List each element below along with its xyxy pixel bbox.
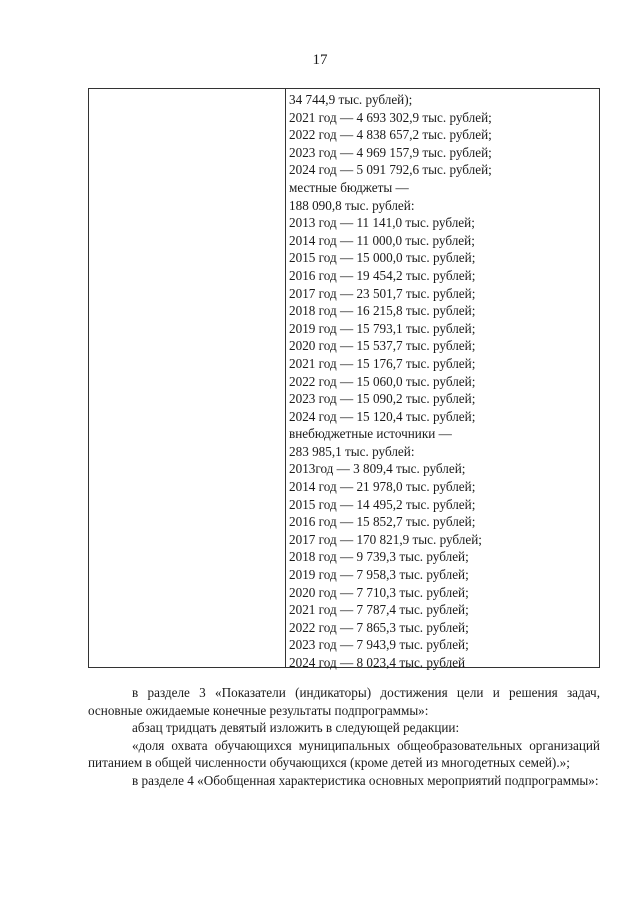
funding-line: 2024 год — 5 091 792,6 тыс. рублей;: [289, 162, 492, 178]
funding-line: 2014 год — 21 978,0 тыс. рублей;: [289, 479, 476, 495]
funding-line: 2015 год — 14 495,2 тыс. рублей;: [289, 496, 476, 512]
funding-line: 2022 год — 7 865,3 тыс. рублей;: [289, 619, 469, 635]
funding-line: 2020 год — 15 537,7 тыс. рублей;: [289, 338, 476, 354]
body-text: [88, 684, 600, 790]
funding-line: 2022 год — 15 060,0 тыс. рублей;: [289, 373, 476, 389]
table-right-cell: [286, 89, 599, 670]
funding-line: 2016 год — 19 454,2 тыс. рублей;: [289, 267, 476, 283]
funding-line: 34 744,9 тыс. рублей);: [289, 92, 413, 107]
funding-line: 2023 год — 15 090,2 тыс. рублей;: [289, 391, 476, 407]
funding-line: 2021 год — 15 176,7 тыс. рублей;: [289, 355, 476, 371]
paragraph-section-3: в разделе 3 «Показатели (индикаторы) достижения цели и решения задач, основные ожидаемые конечные результаты подпрограммы»:: [88, 685, 600, 718]
funding-line: 2017 год — 170 821,9 тыс. рублей;: [289, 531, 482, 547]
paragraph-instruction: абзац тридцать девятый изложить в следующей редакции:: [132, 720, 460, 736]
funding-line: 188 090,8 тыс. рублей:: [289, 197, 415, 213]
funding-line: 2015 год — 15 000,0 тыс. рублей;: [289, 250, 476, 266]
funding-line: внебюджетные источники —: [289, 426, 452, 442]
paragraph-quote: «доля охвата обучающихся муниципальных общеобразовательных организаций питанием в общей численности обучающихся (кроме детей из многодетных семей).»;: [88, 737, 600, 771]
funding-line: 2019 год — 15 793,1 тыс. рублей;: [289, 320, 476, 336]
funding-line: 2019 год — 7 958,3 тыс. рублей;: [289, 567, 469, 583]
funding-line: 2014 год — 11 000,0 тыс. рублей;: [289, 232, 475, 248]
funding-line: 2023 год — 4 969 157,9 тыс. рублей;: [289, 144, 492, 160]
funding-line: 2020 год — 7 710,3 тыс. рублей;: [289, 584, 469, 600]
funding-line: 2013год — 3 809,4 тыс. рублей;: [289, 461, 466, 477]
funding-line: 283 985,1 тыс. рублей:: [289, 443, 415, 459]
funding-line: 2016 год — 15 852,7 тыс. рублей;: [289, 514, 476, 530]
funding-line: 2023 год — 7 943,9 тыс. рублей;: [289, 637, 469, 653]
funding-line: 2022 год — 4 838 657,2 тыс. рублей;: [289, 127, 492, 143]
funding-line: 2024 год — 8 023,4 тыс. рублей: [289, 655, 466, 670]
funding-table: [88, 88, 600, 668]
funding-line: 2024 год — 15 120,4 тыс. рублей;: [289, 408, 476, 424]
funding-line: 2018 год — 9 739,3 тыс. рублей;: [289, 549, 469, 565]
page-number: 17: [312, 52, 328, 68]
paragraph-section-4: в разделе 4 «Обобщенная характеристика основных мероприятий подпрограммы»:: [132, 772, 599, 788]
funding-line: 2017 год — 23 501,7 тыс. рублей;: [289, 285, 476, 301]
funding-line: 2021 год — 4 693 302,9 тыс. рублей;: [289, 109, 492, 125]
funding-line: местные бюджеты —: [289, 179, 409, 195]
funding-line: 2018 год — 16 215,8 тыс. рублей;: [289, 303, 476, 319]
table-left-cell: [89, 89, 286, 667]
funding-line: 2021 год — 7 787,4 тыс. рублей;: [289, 602, 469, 618]
funding-line: 2013 год — 11 141,0 тыс. рублей;: [289, 215, 475, 231]
